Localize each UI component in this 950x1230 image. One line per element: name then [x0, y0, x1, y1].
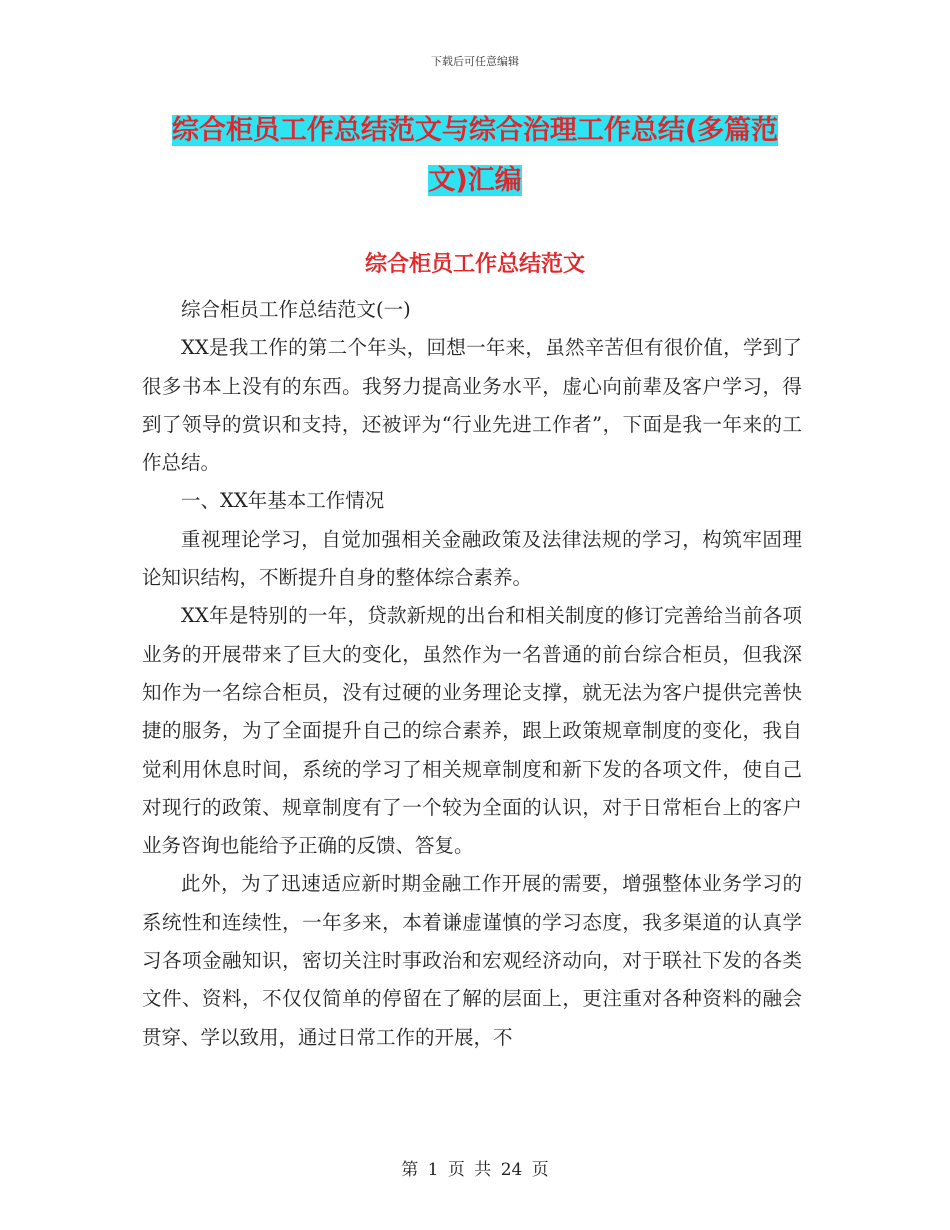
- document-title-line-1: 综合柜员工作总结范文与综合治理工作总结(多篇范: [171, 115, 779, 146]
- paragraph-additionally: 此外，为了迅速适应新时期金融工作开展的需要，增强整体业务学习的系统性和连续性，一年多来，本着谦虚谨慎的学习态度，我多渠道的认真学习各项金融知识，密切关注时事政治和宏观经济动向，对于联社下发的各类文件、资料，不仅仅简单的停留在了解的层面上，更注重对各种资料的融会贯穿、学以致用，通过日常工作的开展，不: [142, 872, 802, 1049]
- document-body: [142, 291, 802, 1057]
- section-title: 综合柜员工作总结范文: [364, 252, 585, 277]
- document-title-line-2: 文)汇编: [428, 165, 522, 196]
- page-number: 第 1 页 共 24 页: [401, 1160, 549, 1180]
- paragraph-subtitle: 综合柜员工作总结范文(一): [181, 298, 411, 321]
- paragraph-theory-study: 重视理论学习，自觉加强相关金融政策及法律法规的学习，构筑牢固理论知识结构，不断提升自身的整体综合素养。: [142, 527, 802, 590]
- document-title: [140, 106, 810, 206]
- header-note: 下载后可任意编辑: [431, 55, 519, 68]
- paragraph-intro: XX是我工作的第二个年头，回想一年来，虽然辛苦但有很价值，学到了很多书本上没有的东西。我努力提高业务水平，虚心向前辈及客户学习，得到了领导的赏识和支持，还被评为“行业先进工作者”，下面是我一年来的工作总结。: [142, 336, 802, 475]
- paragraph-heading-1: 一、XX年基本工作情况: [181, 489, 385, 513]
- paragraph-special-year: XX年是特别的一年，贷款新规的出台和相关制度的修订完善给当前各项业务的开展带来了巨大的变化，虽然作为一名普通的前台综合柜员，但我深知作为一名综合柜员，没有过硬的业务理论支撑，就无法为客户提供完善快捷的服务，为了全面提升自己的综合素养，跟上政策规章制度的变化，我自觉利用休息时间，系统的学习了相关规章制度和新下发的各项文件，使自己对现行的政策、规章制度有了一个较为全面的认识，对于日常柜台上的客户业务咨询也能给予正确的反馈、答复。: [142, 604, 802, 858]
